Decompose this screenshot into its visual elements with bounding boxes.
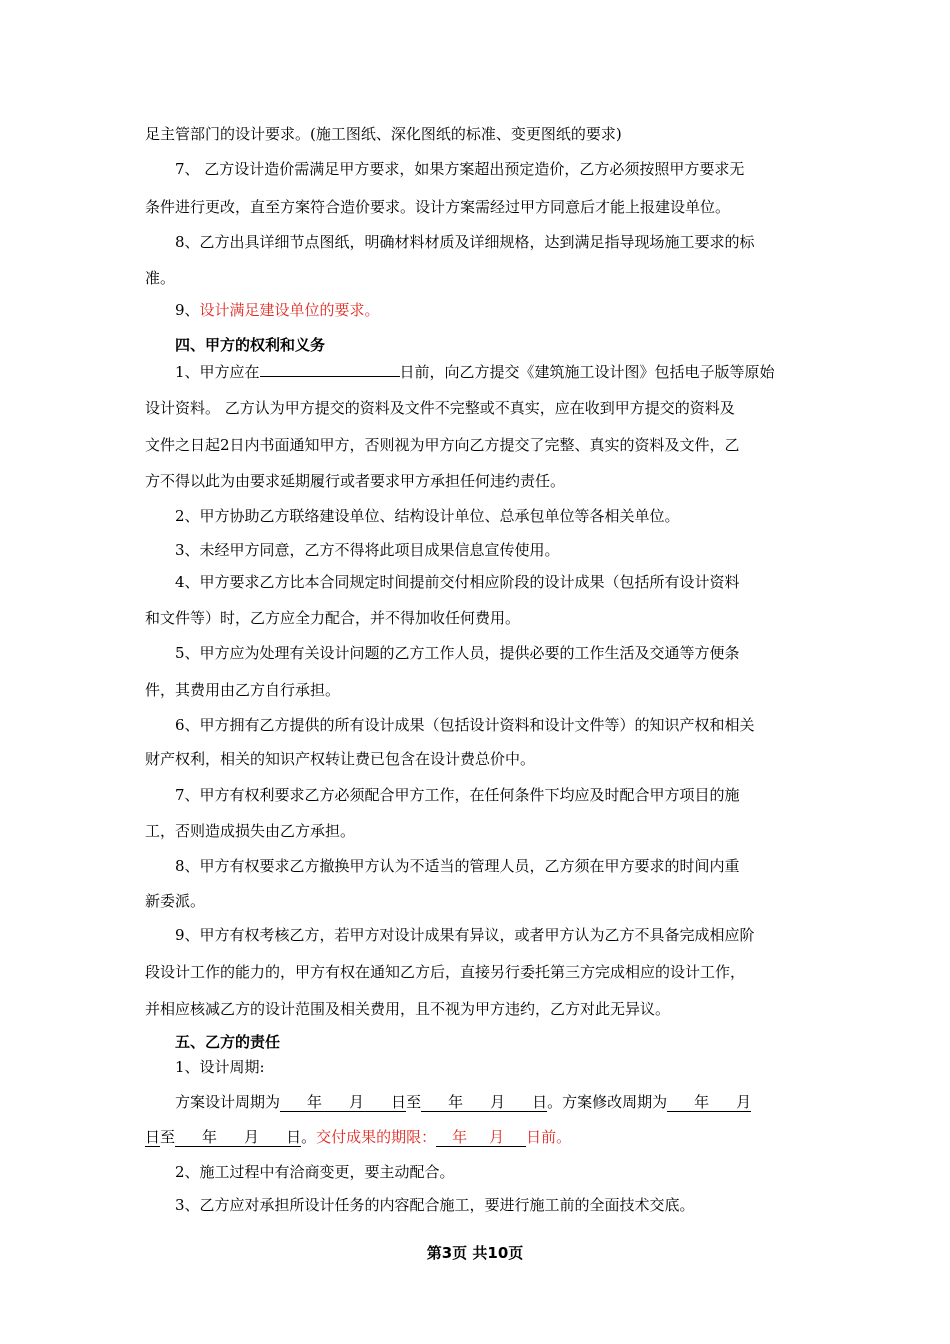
clause-4-8: 8、甲方有权要求乙方撤换甲方认为不适当的管理人员，乙方须在甲方要求的时间内重: [175, 857, 740, 875]
month-label: 月: [244, 1128, 260, 1146]
text-line: 方不得以此为由要求延期履行或者要求甲方承担任何违约责任。: [145, 472, 566, 490]
text-span: 方案设计周期为: [175, 1093, 281, 1111]
month-label: 月: [489, 1128, 505, 1146]
section-heading-5: 五、乙方的责任: [175, 1033, 281, 1051]
text-line: 条件进行更改，直至方案符合造价要求。设计方案需经过甲方同意后才能上报建设单位。: [145, 198, 731, 216]
highlighted-text: 设计满足建设单位的要求。: [199, 301, 380, 319]
month-label: 月: [490, 1093, 506, 1111]
section-heading-4: 四、甲方的权利和义务: [175, 336, 326, 354]
text-line: 准。: [145, 269, 176, 287]
day-label: 日前。: [526, 1128, 572, 1146]
total-pages: 10: [487, 1244, 509, 1262]
text-span: 1、甲方应在: [175, 363, 260, 381]
year-label: 年: [694, 1093, 710, 1111]
year-label: 年: [452, 1128, 468, 1146]
clause-5-2: 2、施工过程中有洽商变更，要主动配合。: [175, 1163, 455, 1181]
month-label: 月: [349, 1093, 365, 1111]
clause-5-1: 1、设计周期:: [175, 1058, 265, 1076]
clause-4-7: 7、甲方有权利要求乙方必须配合甲方工作，在任何条件下均应及时配合甲方项目的施: [175, 786, 740, 804]
day-label: 日: [391, 1093, 407, 1111]
clause-4-3: 3、未经甲方同意，乙方不得将此项目成果信息宣传使用。: [175, 541, 560, 559]
clause-number: 9、: [175, 301, 200, 319]
text-line: 并相应核减乙方的设计范围及相关费用，且不视为甲方违约，乙方对此无异议。: [145, 1000, 671, 1018]
date-blank: [421, 1093, 547, 1112]
footer-suffix: 页: [508, 1244, 524, 1262]
date-blank: [667, 1093, 751, 1112]
year-label: 年: [202, 1128, 218, 1146]
day-label: 日: [532, 1093, 548, 1111]
clause-4-6: 6、甲方拥有乙方提供的所有设计成果（包括设计资料和设计文件等）的知识产权和相关: [175, 716, 755, 734]
text-span: 至: [160, 1128, 176, 1146]
month-label: 月: [736, 1093, 752, 1111]
text-line: 段设计工作的能力的，甲方有权在通知乙方后，直接另行委托第三方完成相应的设计工作，: [145, 963, 746, 981]
text-line: 足主管部门的设计要求。(施工图纸、深化图纸的标准、变更图纸的要求): [145, 125, 622, 143]
footer-middle: 页 共: [452, 1244, 488, 1262]
modification-period-line: [145, 1127, 571, 1147]
text-line: 和文件等）时，乙方应全力配合，并不得加收任何费用。: [145, 609, 521, 627]
text-line: 文件之日起2日内书面通知甲方，否则视为甲方向乙方提交了完整、真实的资料及文件，乙: [145, 436, 740, 454]
deadline-blank: [436, 1128, 526, 1147]
text-span: 至: [406, 1093, 422, 1111]
year-label: 年: [307, 1093, 323, 1111]
clause-4-9: 9、甲方有权考核乙方，若甲方对设计成果有异议，或者甲方认为乙方不具备完成相应阶: [175, 926, 755, 944]
date-blank: [260, 360, 400, 377]
text-line: 件，其费用由乙方自行承担。: [145, 681, 341, 699]
text-line: 工，否则造成损失由乙方承担。: [145, 822, 356, 840]
clause-4-5: 5、甲方应为处理有关设计问题的乙方工作人员，提供必要的工作生活及交通等方便条: [175, 644, 740, 662]
footer-prefix: 第: [426, 1244, 442, 1262]
design-period-line: [175, 1092, 751, 1112]
text-line: 新委派。: [145, 892, 206, 910]
page-footer: [0, 1242, 950, 1263]
clause-9: [175, 300, 380, 320]
day-label: 日: [145, 1128, 161, 1146]
deadline-label: 交付成果的期限：: [316, 1128, 437, 1146]
clause-4-4: 4、甲方要求乙方比本合同规定时间提前交付相应阶段的设计成果（包括所有设计资料: [175, 573, 740, 591]
day-label: 日: [286, 1128, 302, 1146]
clause-7: 7、 乙方设计造价需满足甲方要求，如果方案超出预定造价，乙方必须按照甲方要求无: [175, 160, 745, 178]
text-span: 日前，向乙方提交《建筑施工设计图》包括电子版等原始: [399, 363, 775, 381]
text-line: 财产权利，相关的知识产权转让费已包含在设计费总价中。: [145, 750, 536, 768]
text-span: 。方案修改周期为: [547, 1093, 668, 1111]
clause-5-3: 3、乙方应对承担所设计任务的内容配合施工，要进行施工前的全面技术交底。: [175, 1196, 695, 1214]
text-span: 。: [301, 1128, 317, 1146]
clause-4-1: [175, 360, 775, 382]
page-number: 3: [441, 1244, 453, 1262]
text-line: 设计资料。 乙方认为甲方提交的资料及文件不完整或不真实，应在收到甲方提交的资料及: [145, 399, 735, 417]
clause-4-2: 2、甲方协助乙方联络建设单位、结构设计单位、总承包单位等各相关单位。: [175, 507, 680, 525]
year-label: 年: [448, 1093, 464, 1111]
clause-8: 8、乙方出具详细节点图纸，明确材料材质及详细规格，达到满足指导现场施工要求的标: [175, 233, 755, 251]
date-blank: [280, 1093, 406, 1112]
date-blank: [175, 1128, 301, 1147]
